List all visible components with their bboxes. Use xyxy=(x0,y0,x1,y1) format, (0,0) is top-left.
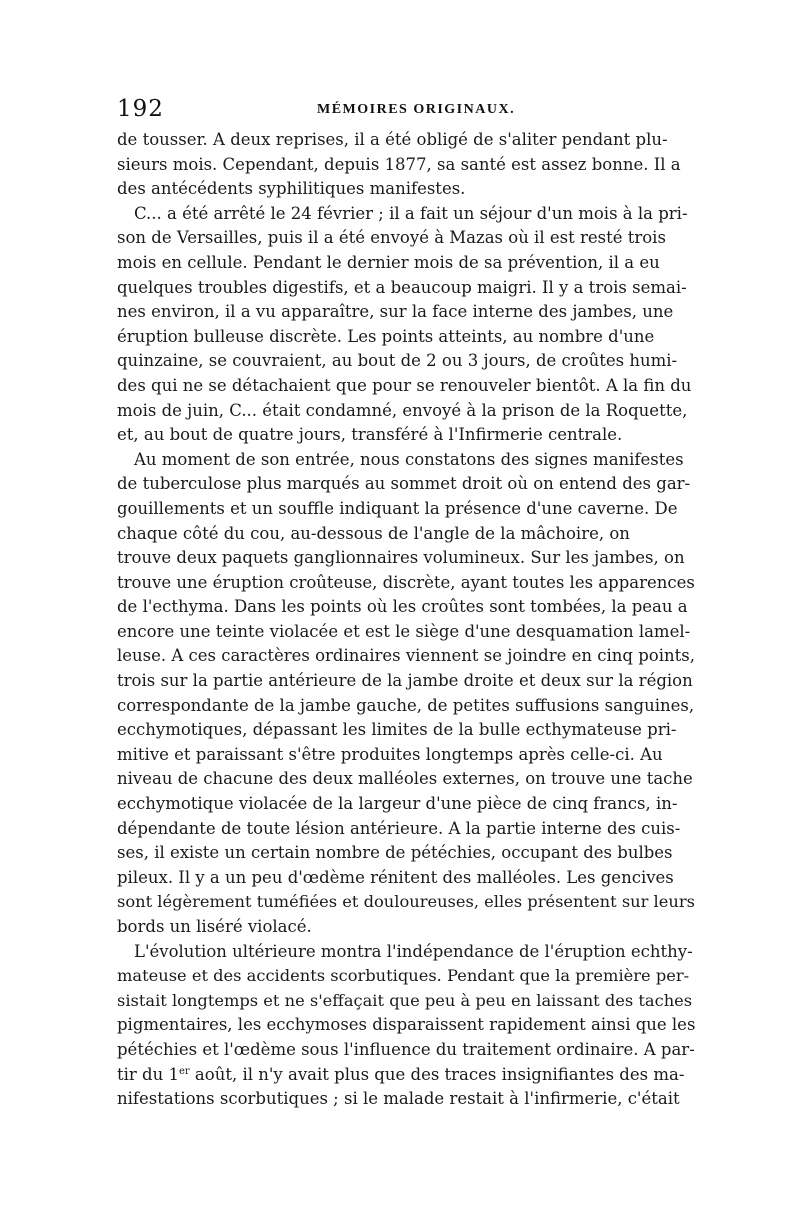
text-line: ecchymotiques, dépassant les limites de la bulle ecthymateuse pri- xyxy=(117,720,677,740)
running-head: MÉMOIRES ORIGINAUX. xyxy=(317,102,516,117)
text-line: gouillements et un souffle indiquant la présence d'une caverne. De xyxy=(117,498,678,518)
body-text xyxy=(117,128,695,1112)
text-line: pétéchies et l'œdème sous l'influence du traitement ordinaire. A par- xyxy=(117,1039,695,1059)
text-line: de tousser. A deux reprises, il a été obligé de s'aliter pendant plu- xyxy=(117,130,668,149)
paragraph-start-line: C... a été arrêté le 24 février ; il a fait un séjour d'un mois à la pri- xyxy=(134,203,688,223)
text-line: sieurs mois. Cependant, depuis 1877, sa santé est assez bonne. Il a xyxy=(117,154,681,174)
text-line: trouve deux paquets ganglionnaires volumineux. Sur les jambes, on xyxy=(117,548,685,568)
text-line: mateuse et des accidents scorbutiques. Pendant que la première per- xyxy=(117,966,690,986)
text-line: sont légèrement tuméfiées et douloureuses, elles présentent sur leurs xyxy=(117,892,695,912)
text-line-with-superscript xyxy=(117,1063,695,1088)
page-number: 192 xyxy=(117,96,164,122)
text-line: éruption bulleuse discrète. Les points atteints, au nombre d'une xyxy=(117,326,655,346)
text-line: et, au bout de quatre jours, transféré à l'Infirmerie centrale. xyxy=(117,425,623,445)
text-line: mitive et paraissant s'être produites longtemps après celle-ci. Au xyxy=(117,744,663,764)
text-line: de tuberculose plus marqués au sommet droit où on entend des gar- xyxy=(117,474,691,494)
text-line: bords un liséré violacé. xyxy=(117,917,312,936)
text-line: mois de juin, C... était condamné, envoyé à la prison de la Roquette, xyxy=(117,400,688,420)
text-line: pileux. Il y a un peu d'œdème rénitent des malléoles. Les gencives xyxy=(117,867,674,887)
text-line: sistait longtemps et ne s'effaçait que peu à peu en laissant des taches xyxy=(117,990,693,1010)
text-line: ses, il existe un certain nombre de pétéchies, occupant des bulbes xyxy=(117,843,673,863)
text-line: mois en cellule. Pendant le dernier mois de sa prévention, il a eu xyxy=(117,252,660,272)
text-line: nes environ, il a vu apparaître, sur la face interne des jambes, une xyxy=(117,302,674,322)
text-line: des antécédents syphilitiques manifestes. xyxy=(117,179,466,199)
text-line: nifestations scorbutiques ; si le malade restait à l'infirmerie, c'était xyxy=(117,1089,680,1109)
line-part-before: tir du 1 xyxy=(117,1064,179,1084)
text-line: des qui ne se détachaient que pour se renouveler bientôt. A la fin du xyxy=(117,375,692,395)
text-line: dépendante de toute lésion antérieure. A la partie interne des cuis- xyxy=(117,818,681,838)
paragraph-start-line: Au moment de son entrée, nous constatons des signes manifestes xyxy=(134,449,684,469)
text-line: ecchymotique violacée de la largeur d'une pièce de cinq francs, in- xyxy=(117,794,678,814)
paragraph-start-line: L'évolution ultérieure montra l'indépendance de l'éruption echthy- xyxy=(134,941,693,961)
line-part-after: août, il n'y avait plus que des traces insignifiantes des ma- xyxy=(189,1064,685,1084)
text-line: chaque côté du cou, au-dessous de l'angle de la mâchoire, on xyxy=(117,523,630,543)
text-line: de l'ecthyma. Dans les points où les croûtes sont tombées, la peau a xyxy=(117,597,688,617)
text-line: pigmentaires, les ecchymoses disparaissent rapidement ainsi que les xyxy=(117,1015,696,1035)
text-line: son de Versailles, puis il a été envoyé à Mazas où il est resté trois xyxy=(117,228,666,248)
text-line: correspondante de la jambe gauche, de petites suffusions sanguines, xyxy=(117,695,695,715)
text-line: quelques troubles digestifs, et a beaucoup maigri. Il y a trois semai- xyxy=(117,277,687,297)
text-line: trouve une éruption croûteuse, discrète, ayant toutes les apparences xyxy=(117,572,695,592)
ordinal-superscript: er xyxy=(178,1065,190,1077)
page-header xyxy=(117,96,695,126)
text-line: trois sur la partie antérieure de la jambe droite et deux sur la région xyxy=(117,671,693,691)
text-line: leuse. A ces caractères ordinaires viennent se joindre en cinq points, xyxy=(117,646,695,666)
text-line: niveau de chacune des deux malléoles externes, on trouve une tache xyxy=(117,769,693,789)
text-line: quinzaine, se couvraient, au bout de 2 ou 3 jours, de croûtes humi- xyxy=(117,351,678,371)
text-line: encore une teinte violacée et est le siège d'une desquamation lamel- xyxy=(117,621,691,641)
